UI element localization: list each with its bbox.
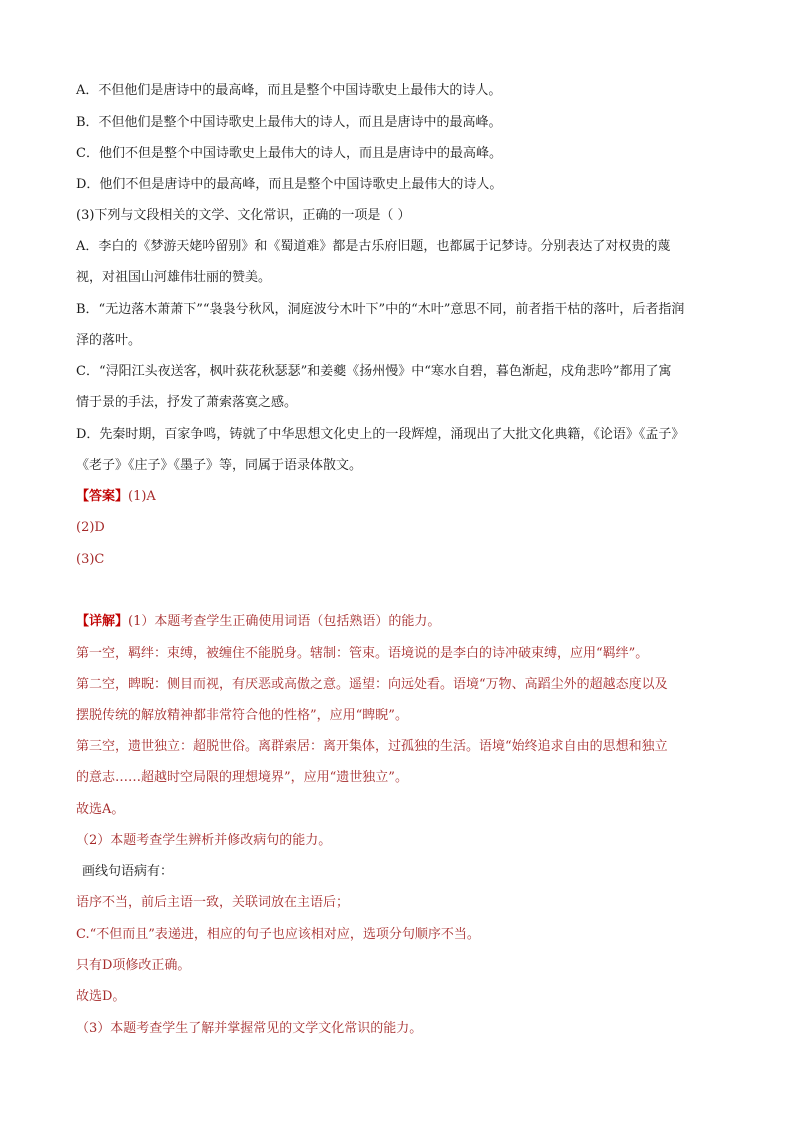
detail-choose-d: 故选D。	[76, 989, 126, 1004]
detail-intro-line	[76, 612, 754, 632]
detail-choose-a: 故选A。	[76, 802, 125, 817]
q3-option-b-line2: 泽的落叶。	[76, 333, 142, 348]
detail-part2-point1: 语序不当，前后主语一致，关联词放在主语后；	[76, 895, 350, 910]
option-c-prev: C．他们不但是整个中国诗歌史上最伟大的诗人，而且是唐诗中的最高峰。	[76, 146, 502, 161]
q3-option-a-line1: A．李白的《梦游天姥吟留别》和《蜀道难》都是古乐府旧题，也都属于记梦诗。分别表达了对权贵的蔑	[76, 239, 671, 254]
answer-1: (1)A	[128, 489, 156, 504]
option-b-prev: B．不但他们是整个中国诗歌史上最伟大的诗人，而且是唐诗中的最高峰。	[76, 115, 502, 130]
detail-part2-head: 画线句语病有：	[82, 864, 174, 879]
q3-option-c-line2: 情于景的手法，抒发了萧索落寞之感。	[76, 395, 298, 410]
detail-part2-intro: （2）本题考查学生辨析并修改病句的能力。	[76, 833, 332, 848]
answer-3: (3)C	[76, 552, 105, 567]
q3-option-a-line2: 视，对祖国山河雄伟壮丽的赞美。	[76, 270, 272, 285]
answer-2: (2)D	[76, 520, 105, 535]
detail-blank1: 第一空，羁绊：束缚，被缠住不能脱身。辖制：管束。语境说的是李白的诗冲破束缚，应用“羁绊”。	[76, 646, 649, 661]
answer-tag: 【答案】	[76, 489, 129, 504]
q3-option-b-line1: B．“无边落木萧萧下”“袅袅兮秋风，洞庭波兮木叶下”中的“木叶”意思不同，前者指干枯的落叶，后者指润	[76, 302, 685, 317]
detail-part3-intro: （3）本题考查学生了解并掌握常见的文学文化常识的能力。	[76, 1021, 423, 1036]
detail-blank3-line2: 的意志……超越时空局限的理想境界”，应用“遗世独立”。	[76, 770, 408, 785]
detail-blank3-line1: 第三空，遗世独立：超脱世俗。离群索居：离开集体，过孤独的生活。语境“始终追求自由的思想和独立	[76, 739, 668, 754]
option-d-prev: D．他们不但是唐诗中的最高峰，而且是整个中国诗歌史上最伟大的诗人。	[76, 177, 503, 192]
q3-option-c-line1: C．“浔阳江头夜送客，枫叶荻花秋瑟瑟”和姜夔《扬州慢》中“寒水自碧，暮色渐起，戍角悲吟”都用了寓	[76, 364, 672, 379]
detail-blank2-line1: 第二空，睥睨：侧目而视，有厌恶或高傲之意。遥望：向远处看。语境“万物、高蹈尘外的超越态度以及	[76, 677, 668, 692]
answer-line	[76, 487, 754, 507]
detail-tag: 【详解】	[76, 614, 129, 629]
detail-part2-point3: 只有D项修改正确。	[76, 958, 191, 973]
question3-stem: (3)下列与文段相关的文学、文化常识，正确的一项是（ ）	[76, 208, 411, 223]
detail-part2-point2: C.“不但而且”表递进，相应的句子也应该相对应，选项分句顺序不当。	[76, 927, 480, 942]
detail-blank2-line2: 摆脱传统的解放精神都非常符合他的性格”，应用“睥睨”。	[76, 708, 408, 723]
detail-intro: (1）本题考查学生正确使用词语（包括熟语）的能力。	[128, 614, 441, 629]
q3-option-d-line2: 《老子》《庄子》《墨子》等，同属于语录体散文。	[76, 458, 363, 473]
q3-option-d-line1: D．先秦时期，百家争鸣，铸就了中华思想文化史上的一段辉煌，涌现出了大批文化典籍，《论语》《孟子》	[76, 427, 685, 442]
option-a-prev: A．不但他们是唐诗中的最高峰，而且是整个中国诗歌史上最伟大的诗人。	[76, 83, 502, 98]
